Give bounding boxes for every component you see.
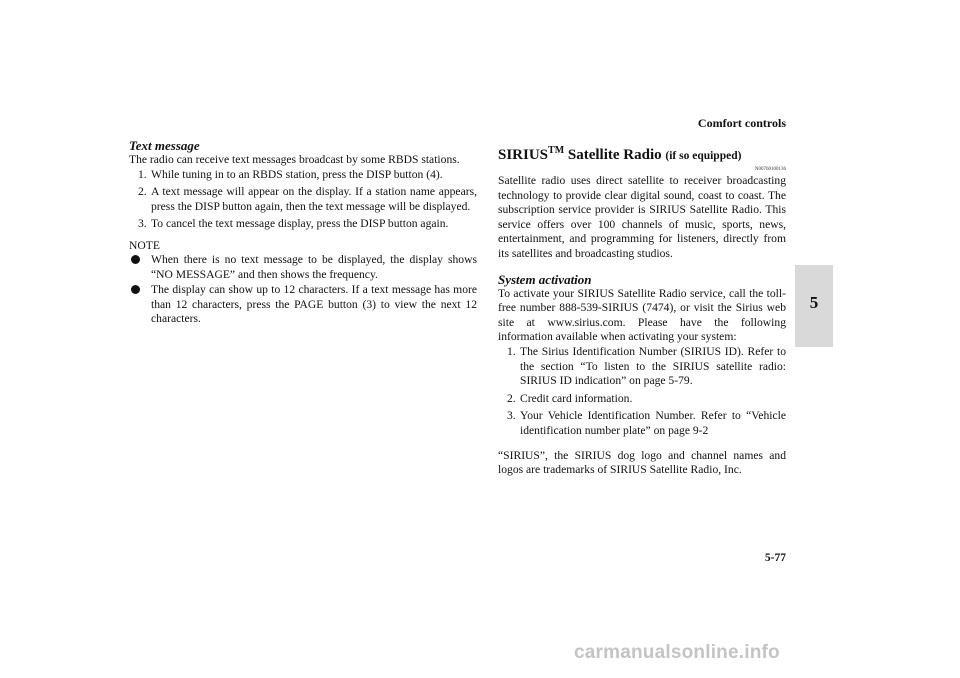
page-number: 5-77 <box>764 552 786 564</box>
section-code: N00760100136 <box>754 167 786 172</box>
chapter-number: 5 <box>809 293 819 312</box>
text-message-intro: The radio can receive text messages broadcast by some RBDS stations. <box>129 153 460 166</box>
note-list <box>129 253 477 327</box>
list-item: 2. A text message will appear on the display. If a station name appears, press the DISP button again, then the text message will be displayed. <box>138 185 477 213</box>
sirius-intro: Satellite radio uses direct satellite to receiver broadcasting technology to provide clear digital sound, coast to coast. The subscription service provider is SIRIUS Satellite Radio. This service offers over 100 channels of music, sports, news, entertainment, and programming for listeners, directly from its satellites and broadcasting studios. <box>498 174 786 260</box>
trademark-notice: “SIRIUS”, the SIRIUS dog logo and channel names and logos are trademarks of SIRIUS Satellite Radio, Inc. <box>498 448 786 477</box>
bullet-icon <box>131 285 140 294</box>
text-message-heading: Text message <box>129 138 200 153</box>
list-item: 3. To cancel the text message display, press the DISP button again. <box>138 217 449 231</box>
sirius-heading: SIRIUS™ Satellite Radio (if so equipped) <box>498 145 742 163</box>
left-column <box>129 138 477 327</box>
list-item: 1. The Sirius Identification Number (SIRIUS ID). Refer to the section “To listen to the SIRIUS satellite radio: SIRIUS ID indication” on page 5-79. <box>507 344 786 388</box>
chapter-tab <box>795 265 833 347</box>
note-label: NOTE <box>129 238 160 252</box>
section-header: Comfort controls <box>697 116 786 130</box>
activation-heading: System activation <box>498 271 592 287</box>
list-item: When there is no text message to be displayed, the display shows “NO MESSAGE” and then shows the frequency. <box>129 253 477 282</box>
watermark: carmanualsonline.info <box>574 642 780 663</box>
list-item: 1. While tuning in to an RBDS station, press the DISP button (4). <box>138 167 443 181</box>
list-item: 3. Your Vehicle Identification Number. Refer to “Vehicle identification number plate” on page 9-2 <box>507 409 786 437</box>
text-message-steps <box>129 168 477 232</box>
bullet-icon <box>131 255 140 264</box>
list-item: 2. Credit card information. <box>507 391 633 405</box>
activation-text: To activate your SIRIUS Satellite Radio service, call the toll-free number 888-539-SIRIUS (7474), or visit the Sirius web site at www.sirius.com. Please have the following information available when activating your system: <box>498 286 786 344</box>
right-column <box>498 142 786 478</box>
activation-steps <box>498 345 786 439</box>
list-item: The display can show up to 12 characters. If a text message has more than 12 characters, press the PAGE button (3) to view the next 12 characters. <box>129 283 477 327</box>
